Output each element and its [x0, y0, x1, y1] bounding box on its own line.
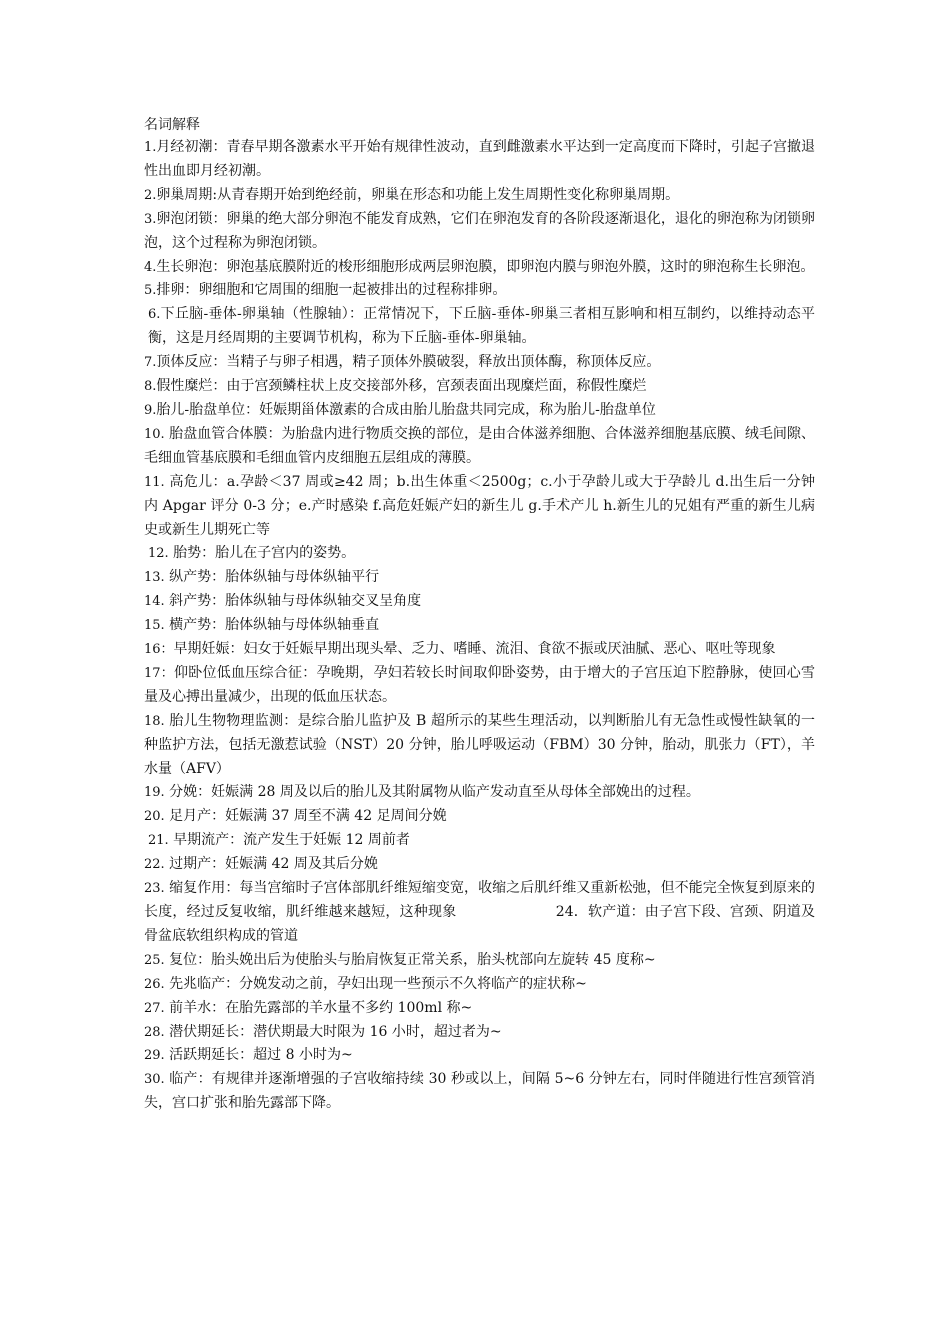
entry-number: 12.: [148, 546, 169, 562]
definition-entry: [144, 423, 815, 471]
entry-number: 14.: [144, 594, 165, 610]
definition-entry: [144, 566, 815, 590]
entry-text: 活跃期延长：超过 8 小时为~: [164, 1047, 353, 1064]
entry-text: 胎儿生物物理监测：是综合胎儿监护及 B 超所示的某些生理活动，以判断胎儿有无急性或慢性缺氧的一种监护方法，包括无激惹试验（NST）20 分钟，胎儿呼吸运动（FBM）30 分钟，胎动，肌张力（FT），羊水量（AFV）: [144, 712, 815, 777]
entry-text: 缩复作用：每当宫缩时子宫体部肌纤维短缩变宽，收缩之后肌纤维又重新松弛，但不能完全恢复到原来的长度，经过反复收缩，肌纤维越来越短，这种现象 24．软产道：由子宫下段、宫颈、阴道及骨盆底软组织构成的管道: [144, 880, 815, 944]
definition-entry: [144, 853, 815, 877]
entry-text: 复位：胎头娩出后为使胎头与胎肩恢复正常关系，胎头枕部向左旋转 45 度称~: [164, 951, 656, 968]
entry-number: 2.: [144, 187, 157, 203]
entry-number: 8.: [144, 379, 157, 395]
entry-number: 18.: [144, 713, 165, 729]
definition-entry: [144, 351, 815, 375]
definition-entry: [144, 399, 815, 423]
entry-text: 生长卵泡：卵泡基底膜附近的梭形细胞形成两层卵泡膜，即卵泡内膜与卵泡外膜，这时的卵泡称生长卵泡。: [156, 258, 815, 275]
definition-entry: [144, 279, 815, 303]
entry-text: 胎盘血管合体膜：为胎盘内进行物质交换的部位，是由合体滋养细胞、合体滋养细胞基底膜、绒毛间隙、毛细血管基底膜和毛细血管内皮细胞五层组成的薄膜。: [144, 425, 815, 466]
entry-number: 17：: [144, 665, 175, 681]
entry-text: 过期产：妊娠满 42 周及其后分娩: [164, 856, 378, 873]
entry-number: 13.: [144, 570, 165, 586]
entry-number: 25.: [144, 952, 165, 968]
entry-text: 早期流产：流产发生于妊娠 12 周前者: [168, 832, 410, 849]
entry-text: 横产势：胎体纵轴与母体纵轴垂直: [164, 617, 380, 634]
definition-entry: [144, 973, 815, 997]
entry-text: 卵巢周期:从青春期开始到绝经前，卵巢在形态和功能上发生周期性变化称卵巢周期。: [156, 186, 680, 203]
entry-number: 22.: [144, 857, 165, 873]
definition-entry: [144, 256, 815, 280]
entry-text: 胎儿-胎盘单位：妊娠期甾体激素的合成由胎儿胎盘共同完成，称为胎儿-胎盘单位: [156, 401, 656, 418]
entry-number: 21.: [148, 833, 169, 849]
entry-number: 11.: [144, 474, 165, 490]
entry-text: 仰卧位低血压综合征：孕晚期，孕妇若较长时间取仰卧姿势，由于增大的子宫压迫下腔静脉，使回心雪量及心搏出量减少，出现的低血压状态。: [144, 664, 815, 705]
entry-number: 4.: [144, 259, 157, 275]
entry-text: 斜产势：胎体纵轴与母体纵轴交叉呈角度: [164, 593, 422, 610]
entry-text: 前羊水：在胎先露部的羊水量不多约 100ml 称~: [164, 999, 473, 1016]
entry-text: 下丘脑-垂体-卵巢轴（性腺轴）：正常情况下，下丘脑-垂体-卵巢三者相互影响和相互制约，以维持动态平衡，这是月经周期的主要调节机构，称为下丘脑-垂体-卵巢轴。: [148, 306, 815, 347]
entry-text: 排卵：卵细胞和它周围的细胞一起被排出的过程称排卵。: [156, 282, 507, 299]
definition-entry: [144, 1021, 815, 1045]
entry-text: 纵产势：胎体纵轴与母体纵轴平行: [164, 569, 380, 586]
definition-entry: [144, 781, 815, 805]
entry-text: 潜伏期延长：潜伏期最大时限为 16 小时，超过者为~: [164, 1023, 502, 1040]
definition-entry: [144, 208, 815, 256]
definition-entry: [144, 997, 815, 1021]
entry-number: 28.: [144, 1024, 165, 1040]
definition-entry: [144, 829, 815, 853]
entry-number: 19.: [144, 785, 165, 801]
definition-entry: [144, 1044, 815, 1068]
entry-number: 10.: [144, 426, 165, 442]
definition-entry: [144, 136, 815, 184]
definition-entry: [144, 471, 815, 543]
definition-entry: [144, 303, 815, 351]
definition-list: [144, 136, 815, 1116]
definition-entry: [144, 1068, 815, 1116]
entry-text: 顶体反应：当精子与卵子相遇，精子顶体外膜破裂，释放出顶体酶，称顶体反应。: [156, 354, 661, 371]
entry-text: 卵泡闭锁：卵巢的绝大部分卵泡不能发育成熟，它们在卵泡发育的各阶段逐渐退化，退化的卵泡称为闭锁卵泡，这个过程称为卵泡闭锁。: [144, 210, 815, 251]
entry-text: 胎势：胎儿在子宫内的姿势。: [168, 545, 356, 562]
definition-entry: [144, 877, 815, 949]
definition-entry: [144, 710, 815, 782]
entry-number: 23.: [144, 881, 165, 897]
document-title: 名词解释: [144, 117, 200, 133]
entry-number: 9.: [144, 402, 157, 418]
definition-entry: [144, 184, 815, 208]
entry-text: 高危儿：a.孕龄＜37 周或≥42 周；b.出生体重＜2500g；c.小于孕龄儿或大于孕龄儿 d.出生后一分钟内 Apgar 评分 0-3 分；e.产时感染 f.高危妊娠产妇的新生儿 g.手术产儿 h.新生儿的兄姐有严重的新生儿病史或新生儿期死亡等: [144, 473, 815, 538]
entry-number: 20.: [144, 809, 165, 825]
entry-text: 足月产：妊娠满 37 周至不满 42 足周间分娩: [164, 808, 447, 825]
definition-entry: [144, 590, 815, 614]
definition-entry: [144, 375, 815, 399]
entry-text: 月经初潮：青春早期各激素水平开始有规律性波动，直到雌激素水平达到一定高度而下降时，引起子宫撤退性出血即月经初潮。: [144, 139, 815, 179]
definition-entry: [144, 805, 815, 829]
definition-entry: [144, 662, 815, 710]
entry-number: 3.: [144, 211, 157, 227]
entry-text: 早期妊娠：妇女于妊娠早期出现头晕、乏力、嗜睡、流泪、食欲不振或厌油腻、恶心、呕吐等现象: [173, 641, 776, 658]
entry-number: 26.: [144, 976, 165, 992]
entry-number: 15.: [144, 618, 165, 634]
entry-number: 16：: [144, 642, 174, 658]
entry-number: 5.: [144, 283, 157, 299]
definition-entry: [144, 542, 815, 566]
entry-number: 1.: [144, 140, 157, 155]
entry-number: 30.: [144, 1072, 165, 1088]
entry-number: 7.: [144, 355, 157, 371]
entry-number: 29.: [144, 1048, 165, 1064]
entry-text: 分娩：妊娠满 28 周及以后的胎儿及其附属物从临产发动直至从母体全部娩出的过程。: [164, 784, 700, 801]
definition-entry: [144, 614, 815, 638]
entry-text: 假性糜烂：由于宫颈鳞柱状上皮交接部外移，宫颈表面出现糜烂面，称假性糜烂: [156, 378, 647, 395]
entry-text: 临产：有规律并逐渐增强的子宫收缩持续 30 秒或以上，间隔 5~6 分钟左右，同时伴随进行性宫颈管消失，宫口扩张和胎先露部下降。: [144, 1071, 815, 1112]
entry-text: 先兆临产：分娩发动之前，孕妇出现一些预示不久将临产的症状称~: [164, 975, 587, 992]
entry-number: 6.: [148, 307, 161, 323]
definition-entry: [144, 638, 815, 662]
entry-number: 27.: [144, 1000, 165, 1016]
definition-entry: [144, 949, 815, 973]
